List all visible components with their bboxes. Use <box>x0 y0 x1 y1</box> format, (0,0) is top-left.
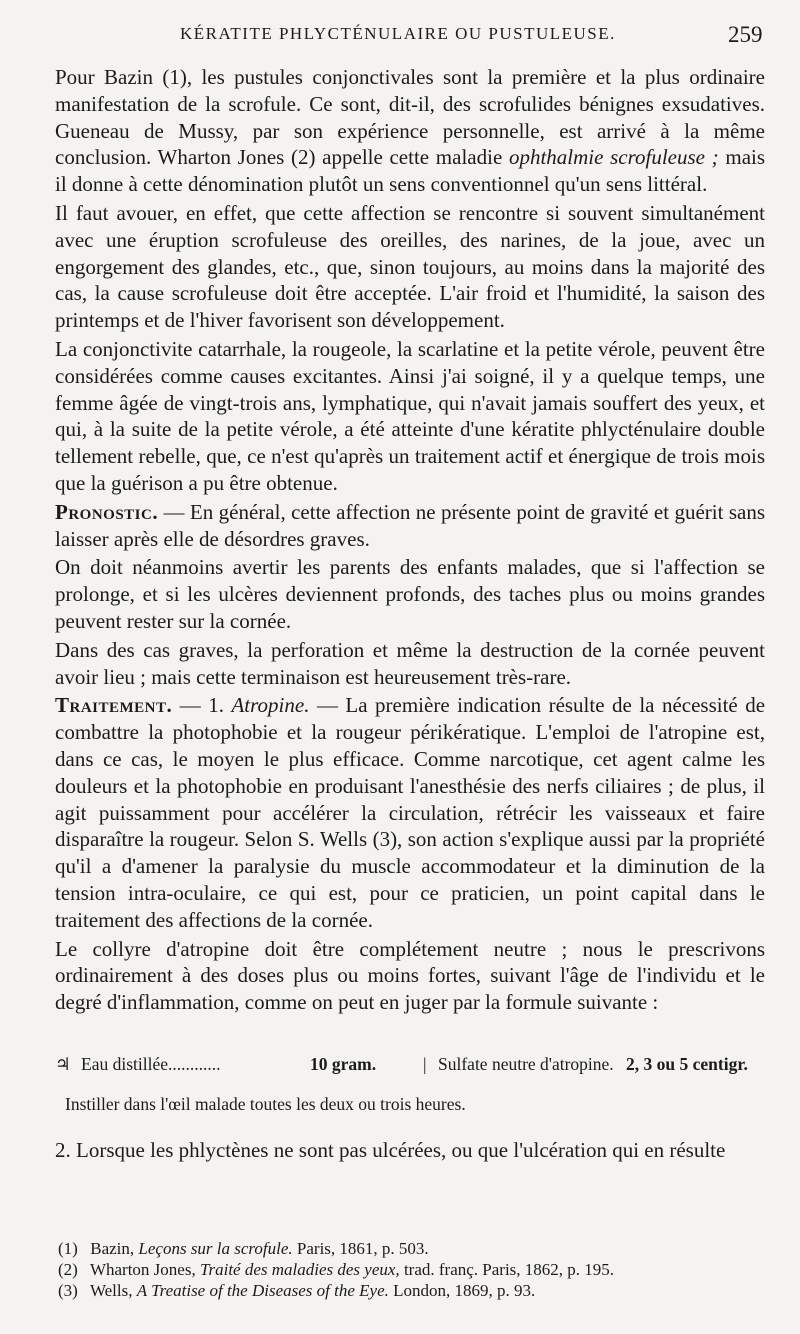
paragraph-text: — En général, cette affection ne présente point de gravité et guérit sans laisser après elle de désordres graves. <box>55 499 765 551</box>
footnote-publication: trad. franç. Paris, 1862, p. 195. <box>403 1260 615 1279</box>
footnote-number: (1) <box>58 1239 78 1258</box>
footnote-author: Bazin, <box>90 1239 135 1258</box>
formula-left-quantity: 10 gram. <box>310 1053 377 1074</box>
paragraph-ulceration: 2. Lorsque les phlyctènes ne sont pas ulcérées, ou que l'ulcération qui en résulte <box>55 1137 726 1162</box>
paragraph-exciting-causes: La conjonctivite catarrhale, la rougeole, la scarlatine et la petite vérole, peuvent être considérées comme causes excitantes. Ainsi j'ai soigné, il y a quelque temps, une femme âgée de vingt-trois ans, lymphatique, qui n'avait jamais souffert des yeux, et qui, à la suite de la petite vérole, a été atteinte d'une kératite phlycténulaire double tellement rebelle, que, ce n'est qu'après un traitement actif et énergique de trois mois que la guérison a pu être obtenue. <box>55 336 765 495</box>
footnote-title: Leçons sur la scrofule. <box>138 1239 293 1258</box>
footnote-publication: Paris, 1861, p. 503. <box>296 1239 429 1258</box>
italic-term: ophthalmie scrofuleuse ; <box>508 145 719 170</box>
recipe-symbol-icon: ♃ <box>55 1053 71 1074</box>
footnote <box>58 1280 758 1301</box>
footnote-title: A Treatise of the Diseases of the Eye. <box>136 1281 389 1300</box>
paragraph-treatment <box>55 692 765 933</box>
paragraph-text: Pour Bazin (1), les pustules conjonctivales sont la première et la plus ordinaire manifestation de la scrofule. Ce sont, dit-il, des scrofulides bénignes exsudatives. Gueneau de Mussy, par son expérience personnelle, est arrivé à la même conclusion. Wharton Jones (2) appelle cette maladie <box>55 65 765 170</box>
italic-term: Atropine. <box>231 693 310 718</box>
running-title: KÉRATITE PHLYCTÉNULAIRE OU PUSTULEUSE. <box>180 24 616 43</box>
footnote <box>58 1238 758 1259</box>
footnotes <box>58 1238 758 1301</box>
formula-right-item: Sulfate neutre d'atropine. <box>438 1053 614 1074</box>
section-heading-pronostic: Pronostic. <box>55 499 159 524</box>
paragraph-text: — 1. <box>179 693 224 718</box>
formula-separator: | <box>423 1053 427 1074</box>
paragraph-severe-cases: Dans des cas graves, la perforation et même la destruction de la cornée peuvent avoir lieu ; mais cette terminaison est heureusement très-rare. <box>55 637 765 689</box>
formula-instruction: Instiller dans l'œil malade toutes les deux ou trois heures. <box>65 1093 466 1114</box>
paragraph-text: — La première indication résulte de la nécessité de combattre la photophobie et la rougeur périkératique. L'emploi de l'atropine est, dans ce cas, le moyen le plus efficace. Comme narcotique, cet agent calme les douleurs et la photophobie en produisant l'anesthésie des nerfs ciliaires ; de plus, il agit puissamment pour accélérer la circulation, rétrécir les vaisseaux et faire disparaître la rougeur. Selon S. Wells (3), son action s'explique aussi par la propriété qu'il a d'amener la paralysie du muscle accommodateur et la diminution de la tension intra-oculaire, ce qui est, pour ce praticien, un point capital dans le traitement des affections de la cornée. <box>55 693 766 932</box>
section-heading-traitement: Traitement. <box>55 693 173 718</box>
body-text <box>55 64 765 1164</box>
footnote-author: Wells, <box>89 1281 133 1300</box>
footnote-title: Traité des maladies des yeux, <box>199 1260 400 1279</box>
footnote-number: (2) <box>58 1260 78 1279</box>
paragraph-bazin <box>55 64 765 198</box>
paragraph-text: mais il donne à cette dénomination plutôt un sens conventionnel qu'un sens littéral. <box>55 145 766 197</box>
formula-right-quantity: 2, 3 ou 5 centigr. <box>626 1053 748 1074</box>
footnote <box>58 1259 758 1280</box>
footnote-number: (3) <box>58 1281 78 1300</box>
paragraph-collyre: Le collyre d'atropine doit être complétement neutre ; nous le prescrivons ordinairement à des doses plus ou moins fortes, suivant l'âge de l'individu et le degré d'inflammation, comme on peut en juger par la formule suivante : <box>55 936 765 1015</box>
prescription-formula <box>55 1054 765 1080</box>
footnote-publication: London, 1869, p. 93. <box>393 1281 536 1300</box>
paragraph-prognosis <box>55 499 765 553</box>
formula-left-item: Eau distillée............ <box>81 1053 221 1074</box>
running-head <box>0 14 800 54</box>
paragraph-warning: On doit néanmoins avertir les parents des enfants malades, que si l'affection se prolonge, et si les ulcères deviennent profonds, des taches plus ou moins grandes peuvent rester sur la cornée. <box>55 555 765 633</box>
footnote-author: Wharton Jones, <box>89 1260 196 1279</box>
paragraph-cause: Il faut avouer, en effet, que cette affection se rencontre si souvent simultanément avec une éruption scrofuleuse des oreilles, des narines, de la joue, avec un engorgement des glandes, etc., que, sinon toujours, au moins dans la majorité des cas, la cause scrofuleuse doit être acceptée. L'air froid et l'humidité, la saison des printemps et de l'hiver favorisent son développement. <box>55 200 765 333</box>
page-number: 259 <box>728 22 763 47</box>
